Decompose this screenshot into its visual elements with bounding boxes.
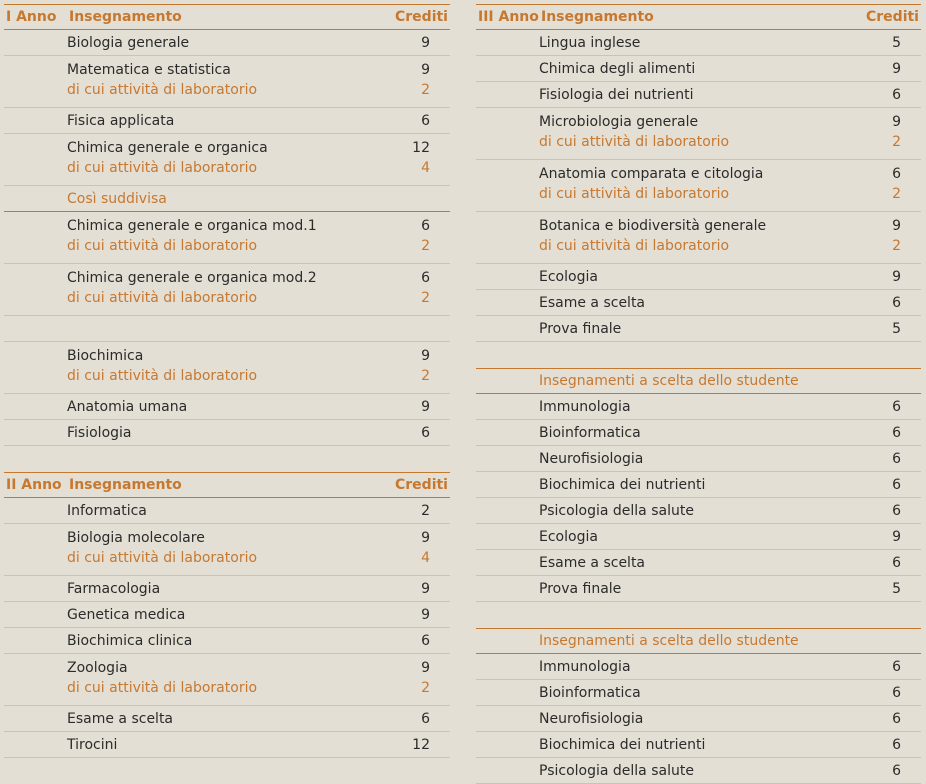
table-row xyxy=(4,602,450,628)
credits-cell xyxy=(861,399,921,415)
lab-label: di cui attività di laboratorio xyxy=(67,290,258,306)
course-name: Fisiologia xyxy=(67,424,132,441)
course-name: Immunologia xyxy=(539,398,631,415)
course-cell xyxy=(476,399,861,415)
course-credits: 9 xyxy=(421,530,430,546)
lab-label: di cui attività di laboratorio xyxy=(67,238,258,254)
course-cell xyxy=(476,425,861,441)
course-credits: 6 xyxy=(892,736,901,753)
table-row xyxy=(4,498,450,524)
course-cell xyxy=(476,87,861,103)
table-row xyxy=(476,446,921,472)
elective1-rows xyxy=(476,394,921,602)
course-cell xyxy=(476,763,861,779)
course-credits: 5 xyxy=(892,34,901,51)
course-credits: 9 xyxy=(892,218,901,234)
course-name: Matematica e statistica xyxy=(67,62,231,78)
course-credits: 6 xyxy=(892,684,901,701)
course-credits: 9 xyxy=(421,660,430,676)
credits-cell xyxy=(861,477,921,493)
year3-table xyxy=(476,4,921,342)
course-cell xyxy=(476,451,861,467)
year-label: II Anno xyxy=(6,477,62,493)
course-cell xyxy=(476,581,861,597)
table-row xyxy=(4,732,450,758)
credits-cell xyxy=(390,399,450,415)
course-cell xyxy=(476,269,861,285)
subdivision-header xyxy=(4,186,450,212)
lab-credits: 2 xyxy=(421,290,430,306)
credits-cell xyxy=(390,268,450,308)
course-name: Biochimica clinica xyxy=(67,632,193,649)
column-crediti: Crediti xyxy=(395,477,448,493)
right-column xyxy=(476,4,921,784)
table-row xyxy=(4,706,450,732)
course-name: Esame a scelta xyxy=(539,554,646,571)
course-cell xyxy=(476,477,861,493)
credits-cell xyxy=(861,295,921,311)
column-insegnamento: Insegnamento xyxy=(69,477,182,493)
blank-row xyxy=(4,316,450,342)
table-row xyxy=(476,498,921,524)
credits-cell xyxy=(390,113,450,129)
column-crediti: Crediti xyxy=(395,9,448,25)
lab-credits: 2 xyxy=(421,82,430,98)
credits-cell xyxy=(861,711,921,727)
lab-label: di cui attività di laboratorio xyxy=(539,186,730,202)
course-name: Chimica degli alimenti xyxy=(539,60,696,77)
course-name: Biochimica dei nutrienti xyxy=(539,476,706,493)
credits-cell xyxy=(861,451,921,467)
course-name: Prova finale xyxy=(539,580,622,597)
elective1-header xyxy=(476,368,921,394)
course-name: Bioinformatica xyxy=(539,424,641,441)
course-cell xyxy=(4,737,390,753)
table-row xyxy=(476,290,921,316)
year3-header xyxy=(476,4,921,30)
table-row xyxy=(476,82,921,108)
subdivision-label: Così suddivisa xyxy=(67,190,167,207)
course-cell xyxy=(4,35,390,51)
course-credits: 6 xyxy=(421,632,430,649)
course-name: Fisica applicata xyxy=(67,112,175,129)
course-credits: 6 xyxy=(421,218,430,234)
course-name: Microbiologia generale xyxy=(539,114,699,130)
lab-credits: 2 xyxy=(421,680,430,696)
table-row xyxy=(476,680,921,706)
lab-label: di cui attività di laboratorio xyxy=(539,134,730,150)
table-row xyxy=(476,108,921,160)
table-row xyxy=(4,56,450,108)
credits-cell xyxy=(861,503,921,519)
course-cell xyxy=(476,737,861,753)
credits-cell xyxy=(390,425,450,441)
credits-cell xyxy=(390,138,450,178)
course-cell xyxy=(476,216,861,256)
course-cell xyxy=(4,711,390,727)
course-credits: 6 xyxy=(892,658,901,675)
course-cell xyxy=(476,295,861,311)
table-row xyxy=(4,108,450,134)
course-credits: 5 xyxy=(892,580,901,597)
credits-cell xyxy=(390,528,450,568)
elective-title: Insegnamenti a scelta dello studente xyxy=(539,373,799,389)
table-row xyxy=(476,212,921,264)
course-cell xyxy=(476,555,861,571)
course-credits: 6 xyxy=(421,112,430,129)
course-name: Genetica medica xyxy=(67,606,186,623)
credits-cell xyxy=(861,35,921,51)
lab-label: di cui attività di laboratorio xyxy=(67,680,258,696)
lab-credits: 4 xyxy=(421,160,430,176)
course-cell xyxy=(476,711,861,727)
course-credits: 6 xyxy=(892,86,901,103)
course-name: Biologia generale xyxy=(67,34,190,51)
course-cell xyxy=(4,607,390,623)
table-row xyxy=(476,472,921,498)
course-cell xyxy=(4,60,390,100)
course-credits: 9 xyxy=(421,398,430,415)
credits-cell xyxy=(390,216,450,256)
table-row xyxy=(4,654,450,706)
course-credits: 5 xyxy=(892,320,901,337)
course-credits: 9 xyxy=(892,528,901,545)
course-credits: 6 xyxy=(892,398,901,415)
credits-cell xyxy=(390,35,450,51)
course-cell xyxy=(4,658,390,698)
course-name: Bioinformatica xyxy=(539,684,641,701)
course-cell xyxy=(4,503,390,519)
credits-cell xyxy=(390,737,450,753)
credits-cell xyxy=(390,633,450,649)
lab-credits: 2 xyxy=(892,238,901,254)
lab-credits: 2 xyxy=(421,368,430,384)
table-row xyxy=(476,264,921,290)
table-row xyxy=(4,212,450,264)
credits-cell xyxy=(861,164,921,204)
course-credits: 9 xyxy=(892,60,901,77)
course-credits: 6 xyxy=(421,424,430,441)
course-cell xyxy=(476,685,861,701)
credits-cell xyxy=(861,321,921,337)
course-name: Biochimica xyxy=(67,348,144,364)
credits-cell xyxy=(390,60,450,100)
course-credits: 6 xyxy=(421,710,430,727)
course-cell xyxy=(476,503,861,519)
year1-header xyxy=(4,4,450,30)
course-name: Botanica e biodiversità generale xyxy=(539,218,767,234)
course-name: Biochimica dei nutrienti xyxy=(539,736,706,753)
year1-rows-b xyxy=(4,212,450,316)
course-name: Anatomia comparata e citologia xyxy=(539,166,764,182)
course-credits: 9 xyxy=(892,268,901,285)
year3-rows xyxy=(476,30,921,342)
elective2-rows xyxy=(476,654,921,784)
section-gap xyxy=(476,342,921,368)
course-cell xyxy=(476,321,861,337)
course-cell xyxy=(4,268,390,308)
credits-cell xyxy=(390,346,450,386)
course-credits: 12 xyxy=(412,140,430,156)
lab-credits: 4 xyxy=(421,550,430,566)
year1-rows-c xyxy=(4,342,450,446)
table-row xyxy=(4,420,450,446)
table-row xyxy=(4,628,450,654)
course-credits: 6 xyxy=(421,270,430,286)
table-row xyxy=(476,654,921,680)
credits-cell xyxy=(861,269,921,285)
course-name: Immunologia xyxy=(539,658,631,675)
table-row xyxy=(476,524,921,550)
credits-cell xyxy=(861,87,921,103)
course-name: Esame a scelta xyxy=(539,294,646,311)
table-row xyxy=(4,576,450,602)
lab-label: di cui attività di laboratorio xyxy=(539,238,730,254)
course-cell xyxy=(476,61,861,77)
course-name: Farmacologia xyxy=(67,580,161,597)
credits-cell xyxy=(861,61,921,77)
table-row xyxy=(476,56,921,82)
course-credits: 9 xyxy=(421,34,430,51)
course-name: Chimica generale e organica xyxy=(67,140,268,156)
credits-cell xyxy=(390,581,450,597)
course-cell xyxy=(4,581,390,597)
lab-credits: 2 xyxy=(421,238,430,254)
course-cell xyxy=(4,528,390,568)
lab-label: di cui attività di laboratorio xyxy=(67,550,258,566)
column-insegnamento: Insegnamento xyxy=(69,9,182,25)
column-crediti: Crediti xyxy=(866,9,919,25)
course-name: Prova finale xyxy=(539,320,622,337)
course-cell xyxy=(476,164,861,204)
course-credits: 6 xyxy=(892,502,901,519)
course-credits: 9 xyxy=(421,348,430,364)
course-name: Anatomia umana xyxy=(67,398,188,415)
table-row xyxy=(4,30,450,56)
table-row xyxy=(476,732,921,758)
lab-label: di cui attività di laboratorio xyxy=(67,82,258,98)
table-row xyxy=(476,316,921,342)
elective1-table xyxy=(476,368,921,602)
table-row xyxy=(476,30,921,56)
year-label: I Anno xyxy=(6,9,57,25)
course-cell xyxy=(476,659,861,675)
course-credits: 9 xyxy=(421,606,430,623)
table-row xyxy=(476,576,921,602)
table-row xyxy=(4,264,450,316)
course-name: Fisiologia dei nutrienti xyxy=(539,86,694,103)
lab-label: di cui attività di laboratorio xyxy=(67,368,258,384)
elective-title: Insegnamenti a scelta dello studente xyxy=(539,633,799,649)
course-cell xyxy=(4,633,390,649)
course-name: Psicologia della salute xyxy=(539,762,694,779)
credits-cell xyxy=(861,737,921,753)
table-row xyxy=(476,160,921,212)
column-insegnamento: Insegnamento xyxy=(541,9,654,25)
course-credits: 9 xyxy=(892,114,901,130)
course-name: Neurofisiologia xyxy=(539,450,644,467)
table-row xyxy=(4,524,450,576)
table-row xyxy=(476,394,921,420)
course-credits: 9 xyxy=(421,62,430,78)
course-name: Informatica xyxy=(67,502,147,519)
credits-cell xyxy=(861,685,921,701)
year2-header xyxy=(4,472,450,498)
lab-label: di cui attività di laboratorio xyxy=(67,160,258,176)
credits-cell xyxy=(861,529,921,545)
course-credits: 6 xyxy=(892,450,901,467)
course-cell xyxy=(476,529,861,545)
credits-cell xyxy=(390,607,450,623)
course-credits: 2 xyxy=(421,502,430,519)
course-credits: 9 xyxy=(421,580,430,597)
year1-rows-a xyxy=(4,30,450,186)
course-credits: 6 xyxy=(892,554,901,571)
course-cell xyxy=(4,346,390,386)
course-credits: 6 xyxy=(892,710,901,727)
lab-credits: 2 xyxy=(892,134,901,150)
course-name: Ecologia xyxy=(539,268,598,285)
course-name: Neurofisiologia xyxy=(539,710,644,727)
course-name: Chimica generale e organica mod.2 xyxy=(67,270,317,286)
course-credits: 6 xyxy=(892,166,901,182)
table-row xyxy=(476,758,921,784)
credits-cell xyxy=(861,659,921,675)
course-name: Zoologia xyxy=(67,660,128,676)
course-name: Lingua inglese xyxy=(539,34,641,51)
table-row xyxy=(4,342,450,394)
course-cell xyxy=(4,425,390,441)
table-row xyxy=(476,706,921,732)
table-row xyxy=(476,420,921,446)
left-column xyxy=(4,4,450,758)
course-cell xyxy=(476,112,861,152)
course-cell xyxy=(4,113,390,129)
credits-cell xyxy=(861,555,921,571)
credits-cell xyxy=(390,711,450,727)
credits-cell xyxy=(390,658,450,698)
course-name: Ecologia xyxy=(539,528,598,545)
credits-cell xyxy=(390,503,450,519)
course-credits: 6 xyxy=(892,294,901,311)
course-name: Psicologia della salute xyxy=(539,502,694,519)
course-cell xyxy=(476,35,861,51)
course-cell xyxy=(4,216,390,256)
year2-table xyxy=(4,472,450,758)
section-gap xyxy=(4,446,450,472)
section-gap xyxy=(476,602,921,628)
year1-table xyxy=(4,4,450,446)
course-credits: 6 xyxy=(892,762,901,779)
year2-rows xyxy=(4,498,450,758)
course-credits: 12 xyxy=(412,736,430,753)
credits-cell xyxy=(861,425,921,441)
credits-cell xyxy=(861,581,921,597)
credits-cell xyxy=(861,216,921,256)
course-name: Esame a scelta xyxy=(67,710,174,727)
lab-credits: 2 xyxy=(892,186,901,202)
table-row xyxy=(476,550,921,576)
course-name: Tirocini xyxy=(67,736,118,753)
credits-cell xyxy=(861,763,921,779)
course-credits: 6 xyxy=(892,476,901,493)
course-name: Chimica generale e organica mod.1 xyxy=(67,218,317,234)
course-credits: 6 xyxy=(892,424,901,441)
course-cell xyxy=(4,138,390,178)
table-row xyxy=(4,394,450,420)
elective2-header xyxy=(476,628,921,654)
credits-cell xyxy=(861,112,921,152)
course-cell xyxy=(4,399,390,415)
course-name: Biologia molecolare xyxy=(67,530,205,546)
elective2-table xyxy=(476,628,921,784)
year-label: III Anno xyxy=(478,9,539,25)
table-row xyxy=(4,134,450,186)
